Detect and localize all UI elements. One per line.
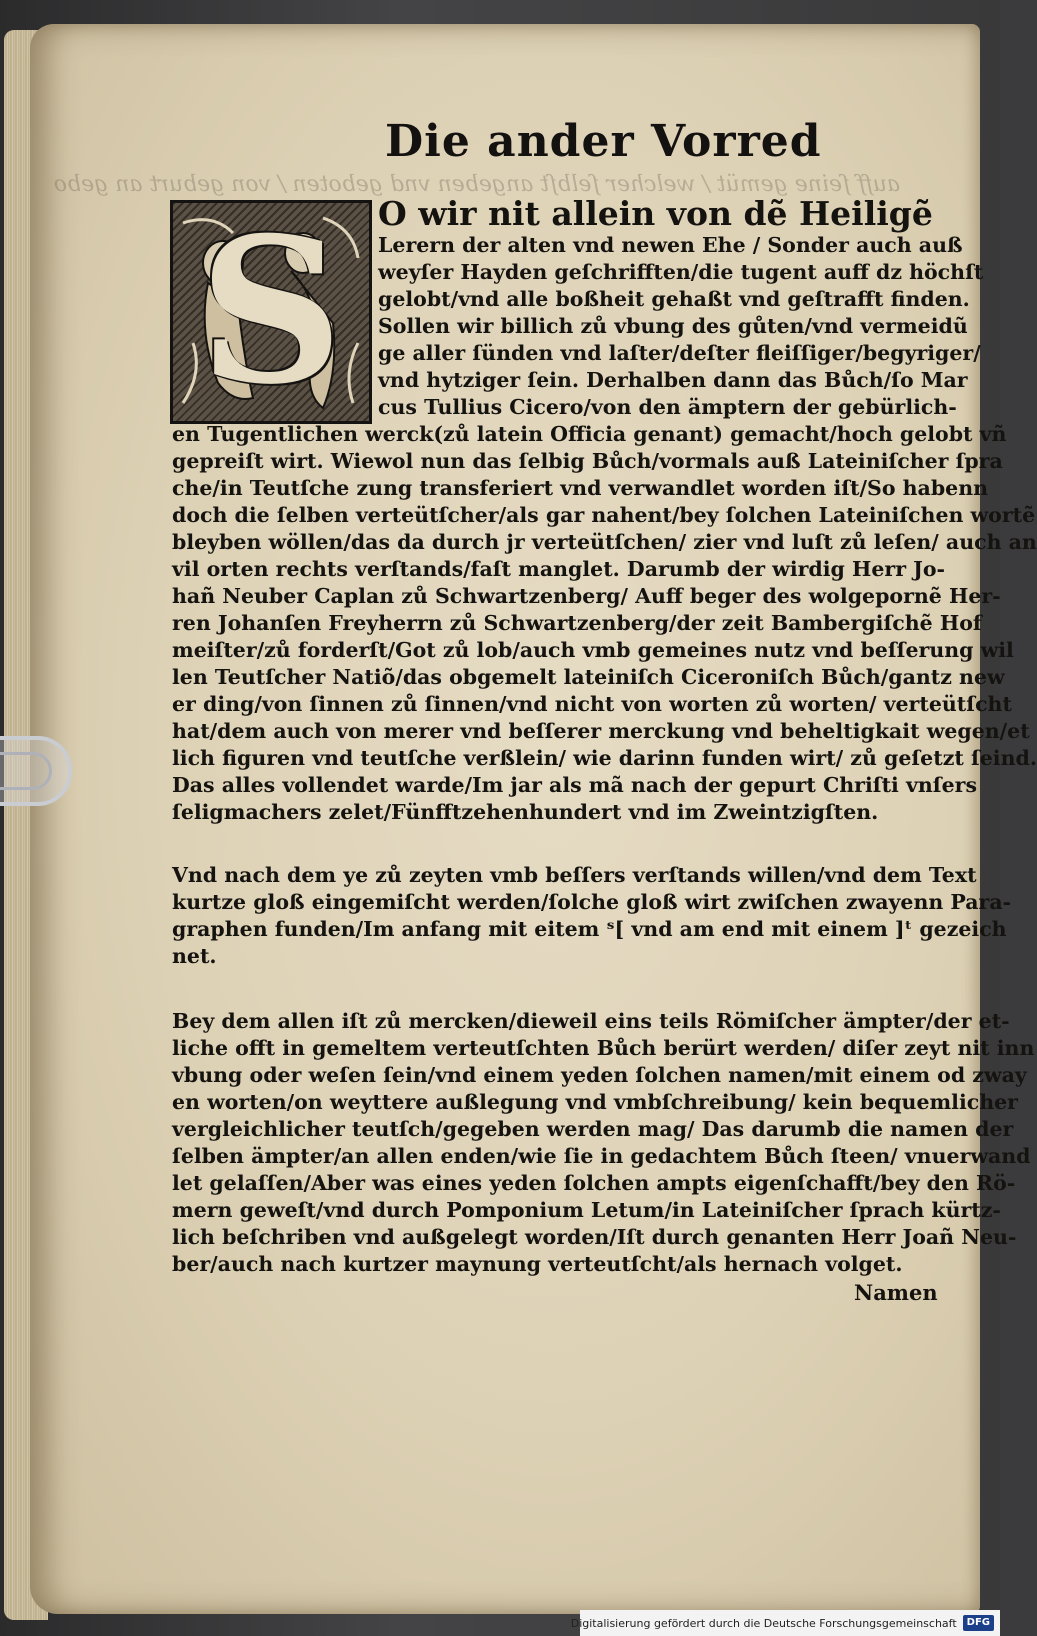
text-line: Vnd nach dem ye zů zeyten vmb beſſers verſtands willen/vnd dem Text bbox=[172, 863, 977, 887]
text-line: Sollen wir billich zů vbung des gůten/vnd vermeidũ bbox=[378, 314, 968, 338]
paragraph-3 bbox=[172, 1008, 1035, 1278]
paragraph-1 bbox=[172, 421, 1037, 826]
text-line: ren Johanſen Freyherrn zů Schwartzenberg/der zeit Bambergiſchẽ Hof bbox=[172, 611, 982, 635]
text-line: weyſer Hayden geſchrifften/die tugent auff dz höchſt bbox=[378, 260, 984, 284]
text-line: gelobt/vnd alle boßheit gehaßt vnd geſtrafft finden. bbox=[378, 287, 970, 311]
text-line: vnd hytziger ſein. Derhalben dann das Bůch/ſo Mar bbox=[378, 368, 968, 392]
text-line: vbung oder weſen ſein/vnd einem yeden ſolchen namen/mit einem od zway bbox=[172, 1063, 1027, 1087]
text-line: mern geweſt/vnd durch Pomponium Letum/in Lateiniſcher ſprach kürtz- bbox=[172, 1198, 1001, 1222]
text-line: ber/auch nach kurtzer maynung verteutſcht/als hernach volget. bbox=[172, 1252, 903, 1276]
text-line: ſelben ämpter/an allen enden/wie ſie in gedachtem Bůch ſteen/ vnuerwand bbox=[172, 1144, 1031, 1168]
text-line: hañ Neuber Caplan zů Schwartzenberg/ Auff beger des wolgepornẽ Her- bbox=[172, 584, 1001, 608]
text-line: liche offt in gemeltem verteutſchten Bůch berürt werden/ diſer zeyt nit inn bbox=[172, 1036, 1035, 1060]
text-line: en worten/on weyttere außlegung vnd vmbſchreibung/ kein bequemlicher bbox=[172, 1090, 1018, 1114]
text-line: bleyben wöllen/das da durch jr verteütſchen/ zier vnd luſt zů leſen/ auch an bbox=[172, 530, 1037, 554]
paragraph-2 bbox=[172, 862, 1012, 970]
first-text-line: O wir nit allein von dẽ Heiligẽ bbox=[378, 194, 933, 233]
text-line: ſeligmachers zelet/Fünfftzehenhundert vnd im Zweintzigſten. bbox=[172, 800, 879, 824]
text-line: net. bbox=[172, 944, 217, 968]
text-line: lich figuren vnd teutſche verßlein/ wie darinn funden wirt/ zů geſetzt ſeind. bbox=[172, 746, 1037, 770]
text-line: Das alles vollendet warde/Im jar als mã nach der gepurt Chriſti vnſers bbox=[172, 773, 978, 797]
text-line: hat/dem auch von merer vnd beſſerer merckung vnd beheltigkait wegen/et bbox=[172, 719, 1030, 743]
text-line: meiſter/zů forderſt/Got zů lob/auch vmb gemeines nutz vnd beſſerung wil bbox=[172, 638, 1014, 662]
text-line: Bey dem allen iſt zů mercken/dieweil eins teils Römiſcher ämpter/der et- bbox=[172, 1009, 1010, 1033]
text-line: kurtze gloß eingemiſcht werden/ſolche gloß wirt zwiſchen zwayenn Para- bbox=[172, 890, 1012, 914]
text-line: lich beſchriben vnd außgelegt worden/Iſt durch genanten Herr Joañ Neu- bbox=[172, 1225, 1017, 1249]
page-heading: Die ander Vorred bbox=[385, 116, 822, 167]
text-line: doch die ſelben verteütſcher/als gar nahent/bey ſolchen Lateiniſchen wortẽ bbox=[172, 503, 1036, 527]
initial-letter: S bbox=[198, 194, 344, 429]
text-line: ge aller ſünden vnd laſter/deſter fleiſſiger/begyriger/ bbox=[378, 341, 981, 365]
text-line: en Tugentlichen werck(zů latein Officia genant) gemacht/hoch gelobt vñ bbox=[172, 422, 1007, 446]
text-line: let gelaſſen/Aber was eines yeden ſolchen ampts eigenſchafft/bey den Rö- bbox=[172, 1171, 1016, 1195]
footer-credit: Digitalisierung gefördert durch die Deutsche Forschungsgemeinschaft bbox=[570, 1616, 957, 1630]
text-line: cus Tullius Cicero/von den ämptern der gebürlich- bbox=[378, 395, 957, 419]
narrow-text-block bbox=[378, 232, 984, 421]
text-line: len Teutſcher Natiõ/das obgemelt lateiniſch Ciceroniſch Bůch/gantz new bbox=[172, 665, 1005, 689]
paper-clip bbox=[0, 736, 72, 806]
bleed-through-text: auff ſeine gemüt / welcher ſelbſt angeben vnd geboten / von geburt an gebo bbox=[53, 172, 900, 197]
dfg-logo-icon: DFG bbox=[963, 1615, 994, 1631]
footer-bar bbox=[570, 1610, 1000, 1636]
paper-clip-inner bbox=[0, 752, 52, 790]
text-line: Lerern der alten vnd newen Ehe / Sonder auch auß bbox=[378, 233, 963, 257]
catchword: Namen bbox=[854, 1280, 938, 1305]
text-line: vergleichlicher teutſch/gegeben werden mag/ Das darumb die namen der bbox=[172, 1117, 1014, 1141]
text-line: vil orten rechts verſtands/faſt manglet. Darumb der wirdig Herr Jo- bbox=[172, 557, 946, 581]
decorated-initial bbox=[170, 194, 372, 429]
text-line: che/in Teutſche zung transferiert vnd verwandlet worden iſt/So habenn bbox=[172, 476, 989, 500]
text-line: gepreiſt wirt. Wiewol nun das ſelbig Bůch/vormals auß Lateiniſcher ſpra bbox=[172, 449, 1003, 473]
text-line: graphen funden/Im anfang mit eitem ˢ[ vnd am end mit einem ]ᵗ gezeich bbox=[172, 917, 1007, 941]
text-line: er ding/von ſinnen zů ſinnen/vnd nicht von worten zů worten/ verteütſcht bbox=[172, 692, 1012, 716]
